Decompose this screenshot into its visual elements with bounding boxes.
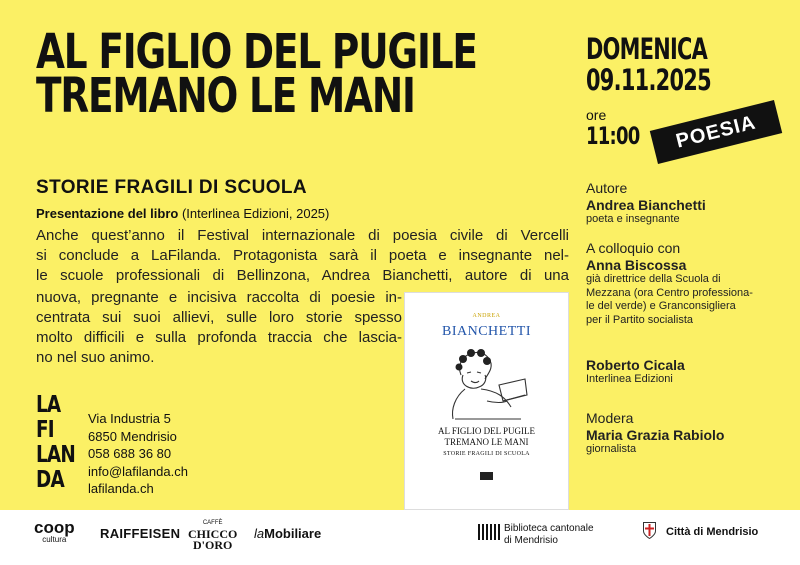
venue-address: [88, 410, 188, 498]
description-line: si conclude a LaFilanda. Protagonista sarà il poeta e insegnante nel-: [36, 247, 569, 264]
biblioteca-logo: Biblioteca cantonale di Mendrisio: [504, 523, 594, 546]
description-line: le scuole professionali di Bellinzona, Andrea Bianchetti, autore di una: [36, 267, 569, 284]
biblioteca-logo-icon: [478, 524, 500, 540]
event-time: 11:00: [586, 122, 640, 150]
chicco-doro-logo: CAFFÈ CHICCO D'ORO: [188, 520, 238, 552]
cover-surname: BIANCHETTI: [442, 324, 531, 339]
event-day: DOMENICA: [586, 32, 708, 66]
la-mobiliare-logo: laMobiliare: [254, 526, 322, 541]
ore-label: ore: [586, 107, 607, 123]
coop-cultura-logo: coop cultura: [34, 518, 75, 544]
citta-di-mendrisio-logo: Città di Mendrisio: [666, 526, 759, 538]
presentation-detail: (Interlinea Edizioni, 2025): [181, 206, 330, 221]
event-date-value: 09.11.2025: [586, 63, 711, 97]
lafilanda-logo: LA FI LAN DA: [36, 392, 75, 493]
description-line: Anche quest’anno il Festival internazionale di poesia civile di Vercelli: [36, 227, 569, 244]
presentation-line: [36, 206, 329, 221]
event-date: [586, 34, 711, 96]
title-line-1: AL FIGLIO DEL PUGILE: [36, 24, 477, 80]
address-phone[interactable]: 058 688 36 80: [88, 446, 172, 461]
description-line: molto difficili e sulla profonda traccia che lascia-: [36, 329, 402, 346]
description-top: [36, 226, 569, 286]
description-line: no nel suo animo.: [36, 349, 155, 366]
guest1-block: A colloquio con Anna Biscossa già direttrice della Scuola di Mezzana (ora Centro professiona- le del verde) e Granconsigliera per il Partito socialista: [586, 240, 753, 326]
cover-title-1: AL FIGLIO DEL PUGILE: [437, 426, 536, 436]
moderator-role: giornalista: [586, 443, 637, 455]
cover-subtitle: STORIE FRAGILI DI SCUOLA: [443, 451, 530, 457]
guest2-block: [586, 357, 685, 387]
description-line: centrata sui suoi allievi, sulle loro storie spesso: [36, 309, 402, 326]
book-subtitle: STORIE FRAGILI DI SCUOLA: [36, 177, 308, 198]
address-city: 6850 Mendrisio: [88, 428, 177, 444]
raiffeisen-logo: RAIFFEISEN: [100, 526, 181, 541]
description-bottom: [36, 288, 402, 368]
event-title: [36, 24, 477, 124]
colloquio-label: A colloquio con: [586, 240, 681, 256]
address-email[interactable]: info@lafilanda.ch: [88, 463, 188, 479]
cover-author: ANDREA: [472, 313, 501, 319]
publisher-mark-icon: [480, 472, 493, 480]
guest1-role: già direttrice della Scuola di: [586, 273, 721, 285]
moderator-label: Modera: [586, 410, 634, 426]
description-line: nuova, pregnante e incisiva raccolta di poesie in-: [36, 289, 402, 306]
presentation-label: Presentazione del libro: [36, 206, 179, 221]
address-street: Via Industria 5: [88, 411, 171, 426]
sponsor-footer: [0, 510, 800, 565]
guest2-role: Interlinea Edizioni: [586, 373, 673, 385]
moderator-name: Maria Grazia Rabiolo: [586, 427, 725, 443]
title-line-2: TREMANO LE MANI: [36, 68, 415, 124]
category-badge: POESIA: [650, 100, 782, 164]
cover-title-2: TREMANO LE MANI: [444, 437, 529, 447]
address-website[interactable]: lafilanda.ch: [88, 481, 154, 496]
author-block: [586, 180, 706, 227]
author-role: poeta e insegnante: [586, 213, 680, 225]
author-label: Autore: [586, 180, 628, 196]
moderator-block: [586, 410, 724, 457]
book-cover: [404, 292, 569, 510]
author-name: Andrea Bianchetti: [586, 197, 706, 213]
guest2-name: Roberto Cicala: [586, 357, 685, 373]
guest1-name: Anna Biscossa: [586, 257, 687, 273]
cover-illustration-icon: [441, 345, 531, 421]
mendrisio-crest-icon: [643, 522, 656, 539]
